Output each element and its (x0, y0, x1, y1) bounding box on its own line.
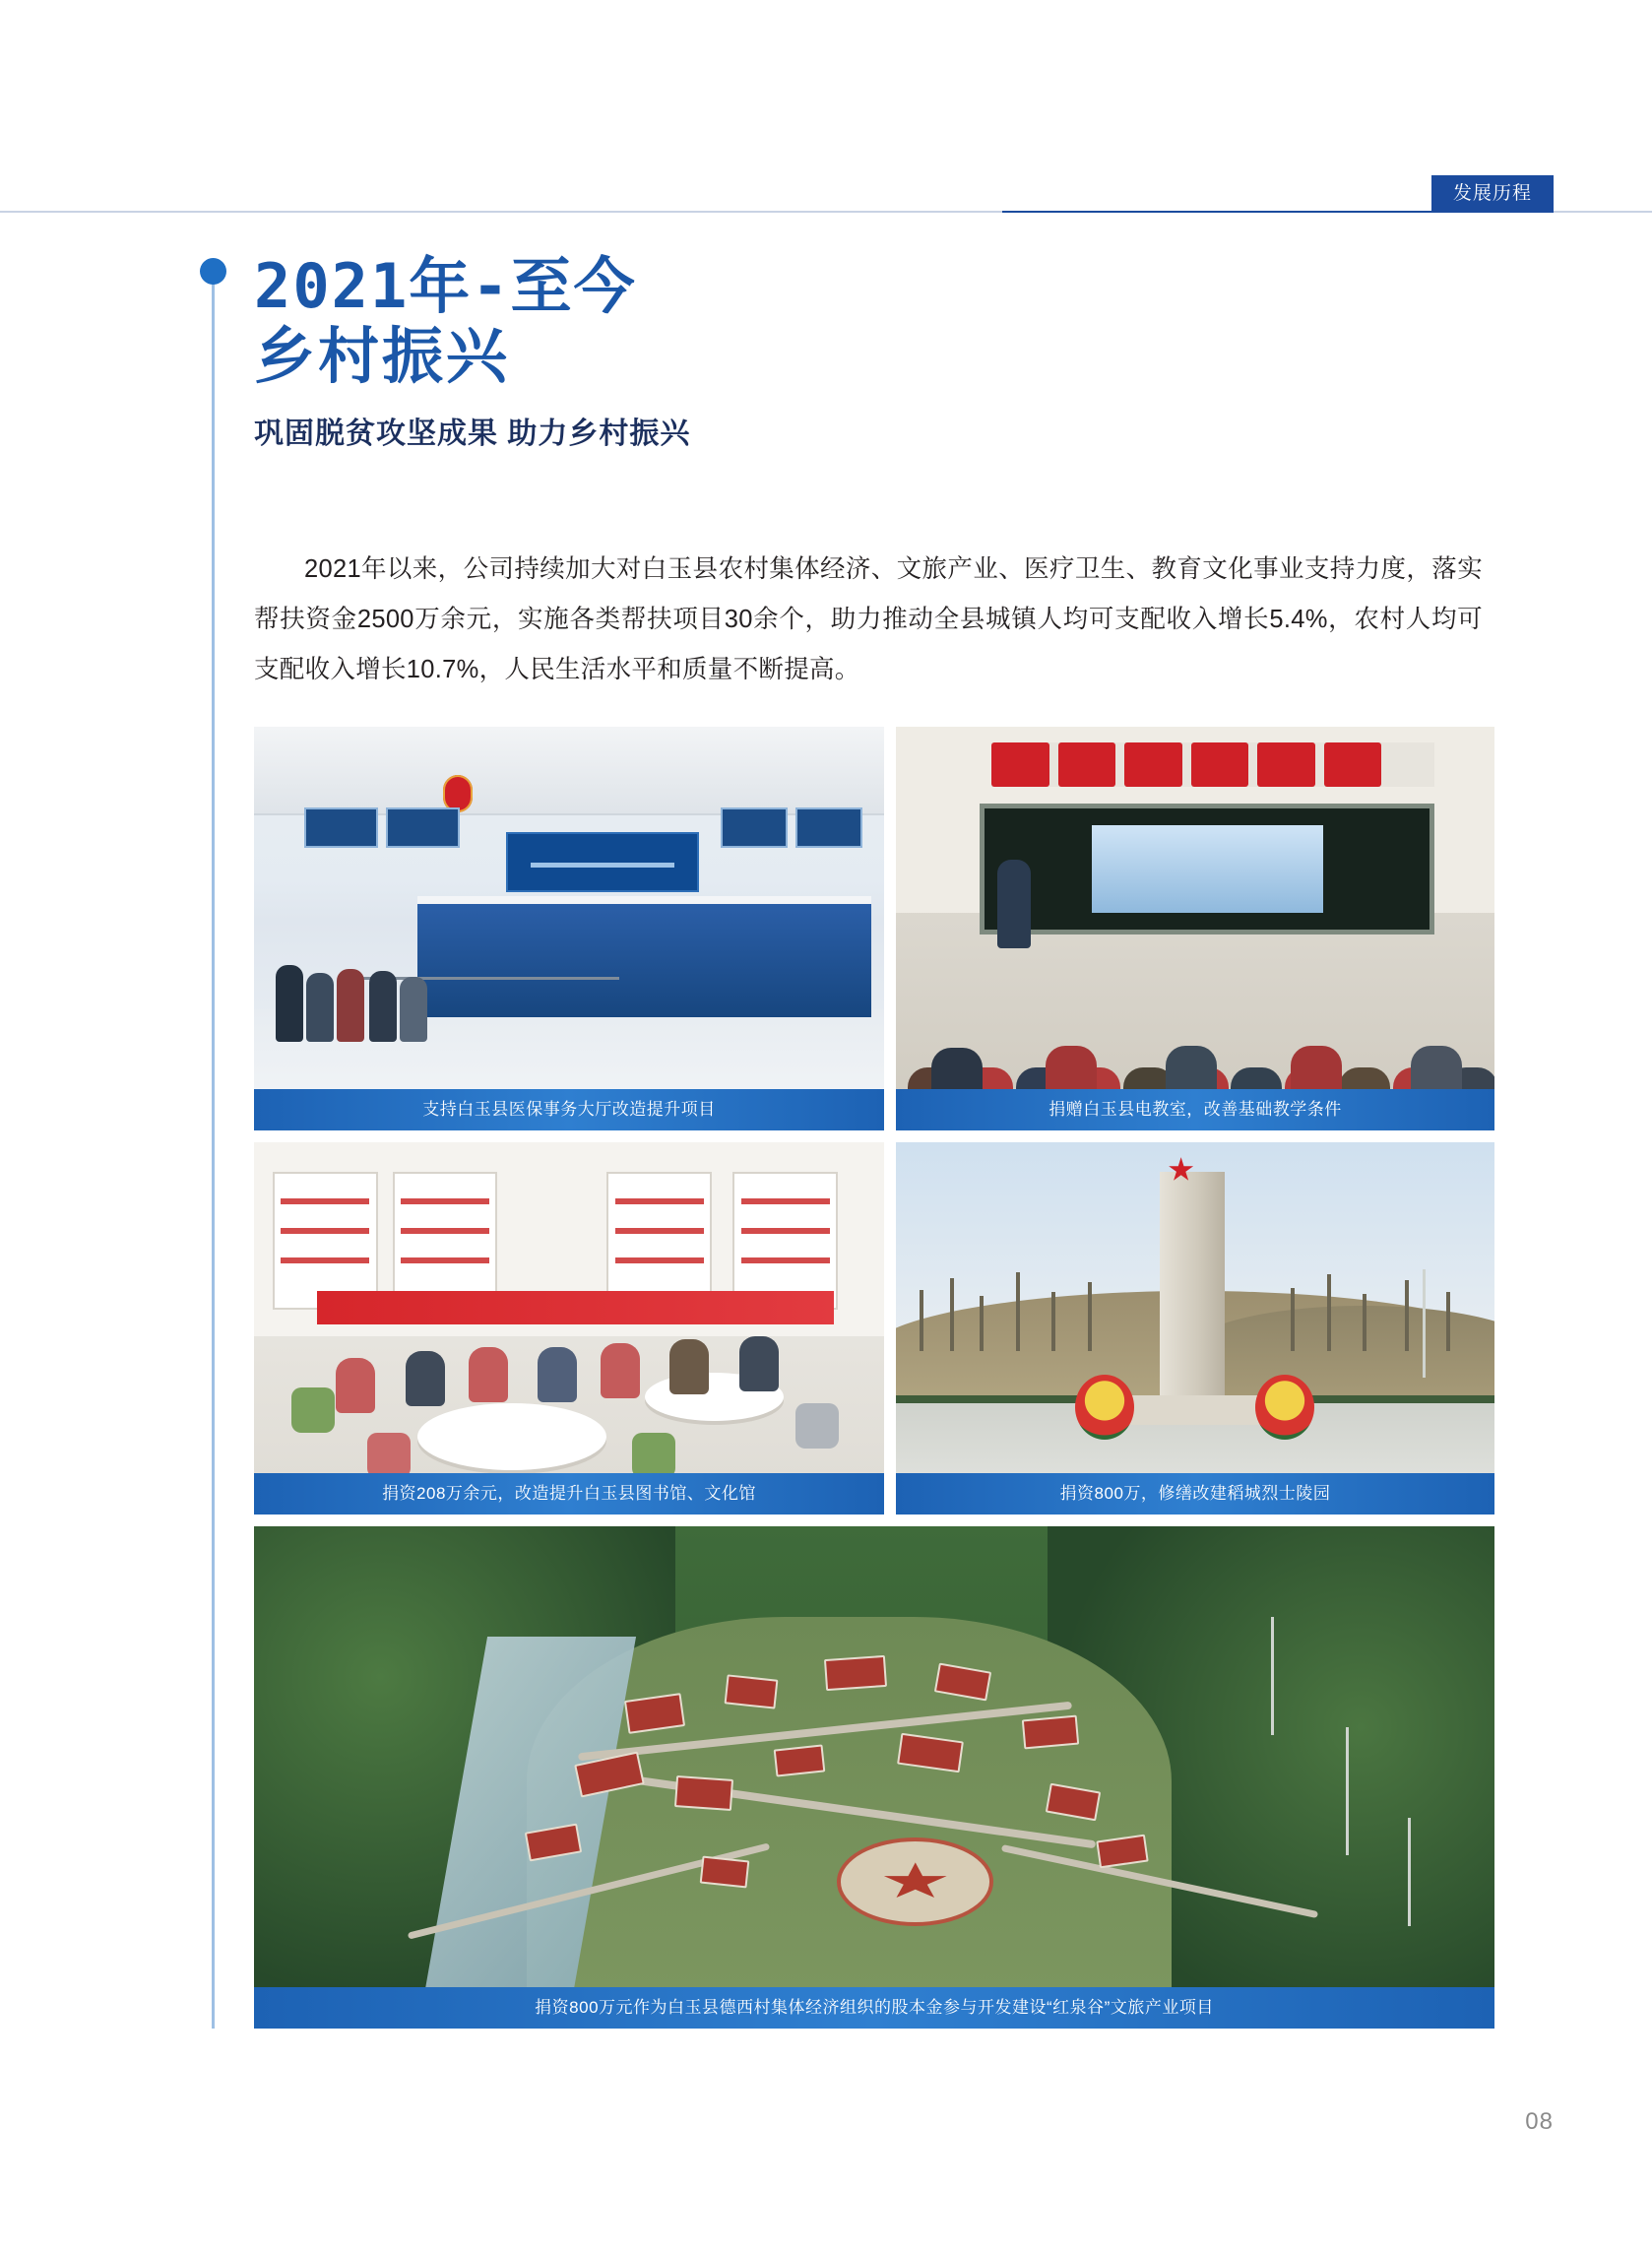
headline-year: 2021年-至今 (254, 250, 637, 322)
photo-monument-caption: 捐资800万，修缮改建稻城烈士陵园 (896, 1473, 1494, 1515)
photo-classroom-image (896, 727, 1494, 1130)
photo-library-caption: 捐资208万余元，改造提升白玉县图书馆、文化馆 (254, 1473, 884, 1515)
timeline-spine (212, 266, 215, 2029)
section-tab: 发展历程 (1431, 175, 1554, 213)
photo-aerial-caption: 捐资800万元作为白玉县德西村集体经济组织的股本金参与开发建设“红泉谷”文旅产业项目 (254, 1987, 1494, 2029)
photo-library (254, 1142, 884, 1515)
timeline-dot (200, 258, 226, 285)
photo-library-image (254, 1142, 884, 1515)
photo-monument-image (896, 1142, 1494, 1515)
photo-clinic (254, 727, 884, 1130)
headline-subtitle: 巩固脱贫攻坚成果 助力乡村振兴 (254, 418, 691, 451)
photo-aerial-image (254, 1526, 1494, 2029)
photo-classroom (896, 727, 1494, 1130)
photo-clinic-caption: 支持白玉县医保事务大厅改造提升项目 (254, 1089, 884, 1130)
headline-title: 乡村振兴 (254, 323, 511, 392)
photo-aerial (254, 1526, 1494, 2029)
photo-monument (896, 1142, 1494, 1515)
photo-classroom-caption: 捐赠白玉县电教室，改善基础教学条件 (896, 1089, 1494, 1130)
body-paragraph: 2021年以来，公司持续加大对白玉县农村集体经济、文旅产业、医疗卫生、教育文化事业支持力度，落实帮扶资金2500万余元，实施各类帮扶项目30余个，助力推动全县城镇人均可支配收入增长5.4%，农村人均可支配收入增长10.7%，人民生活水平和质量不断提高。 (254, 554, 1483, 683)
headline-block (254, 250, 1337, 452)
photo-clinic-image (254, 727, 884, 1130)
page-number: 08 (1525, 2108, 1554, 2135)
